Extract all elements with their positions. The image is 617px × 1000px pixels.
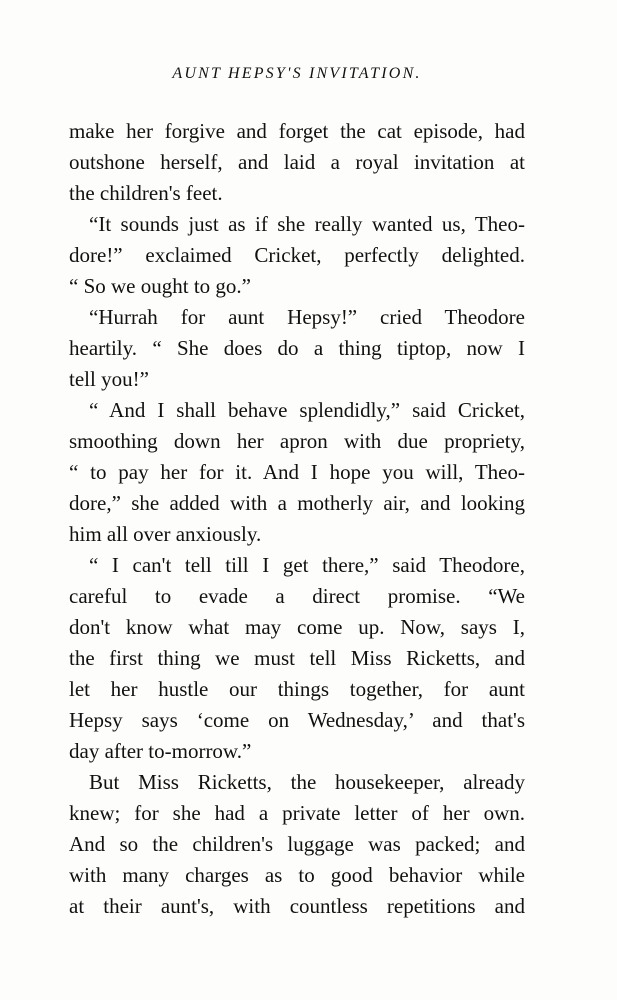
running-head: AUNT HEPSY'S INVITATION. <box>172 65 422 82</box>
text-line: the first thing we must tell Miss Ricketts, and <box>69 646 525 670</box>
text-line: smoothing down her apron with due propriety, <box>69 429 525 453</box>
text-line: with many charges as to good behavior while <box>69 863 525 887</box>
text-line: tell you!” <box>69 367 149 391</box>
text-line: the children's feet. <box>69 181 223 205</box>
text-line: “It sounds just as if she really wanted us, Theo- <box>89 212 525 236</box>
text-line: dore!” exclaimed Cricket, perfectly delighted. <box>69 243 525 267</box>
text-line: “ to pay her for it. And I hope you will, Theo- <box>69 460 525 484</box>
text-line: “ So we ought to go.” <box>69 274 251 298</box>
text-line: careful to evade a direct promise. “We <box>69 584 525 608</box>
text-line: heartily. “ She does do a thing tiptop, now I <box>69 336 525 360</box>
text-line: Hepsy says ‘come on Wednesday,’ and that's <box>69 708 525 732</box>
text-line: him all over anxiously. <box>69 522 262 546</box>
text-line: “ I can't tell till I get there,” said Theodore, <box>89 553 525 577</box>
text-line: day after to-morrow.” <box>69 739 252 763</box>
text-line: don't know what may come up. Now, says I, <box>69 615 525 639</box>
book-page <box>69 0 525 1000</box>
text-line: knew; for she had a private letter of her own. <box>69 801 525 825</box>
text-line: let her hustle our things together, for aunt <box>69 677 525 701</box>
text-line: “ And I shall behave splendidly,” said Cricket, <box>89 398 525 422</box>
text-line: make her forgive and forget the cat episode, had <box>69 119 525 143</box>
text-line: dore,” she added with a motherly air, and looking <box>69 491 525 515</box>
text-line: But Miss Ricketts, the housekeeper, already <box>89 770 525 794</box>
text-line: at their aunt's, with countless repetitions and <box>69 894 525 918</box>
text-line: And so the children's luggage was packed; and <box>69 832 525 856</box>
body-text <box>69 116 525 922</box>
text-line: “Hurrah for aunt Hepsy!” cried Theodore <box>89 305 525 329</box>
text-line: outshone herself, and laid a royal invitation at <box>69 150 525 174</box>
